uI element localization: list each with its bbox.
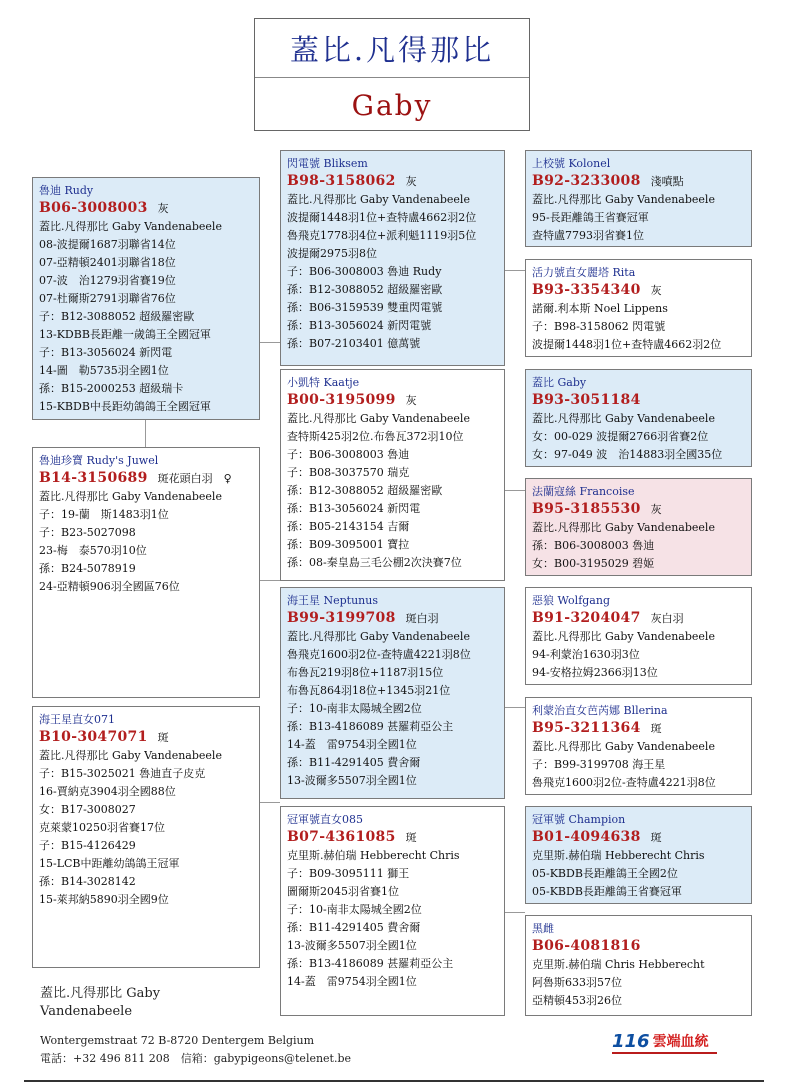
bird-name: 海王星直女071 — [39, 713, 115, 726]
bird-name: 魯迪 Rudy — [39, 184, 94, 197]
great-grandparent-card — [525, 915, 752, 1016]
detail-line: 16-賈納克3904羽全國88位 — [39, 785, 176, 798]
detail-line: 子：B99-3199708 海王星 — [532, 758, 666, 771]
bird-color: 斑 — [650, 831, 662, 844]
detail-line: 魯飛克1600羽2位-查特盧4221羽8位 — [532, 776, 716, 789]
ring-number: B95-3185530 — [532, 501, 641, 517]
bird-name: 冠軍號直女085 — [287, 813, 363, 826]
great-grandparent-card — [525, 150, 752, 247]
detail-line: 蓋比.凡得那比 Gaby Vandenabeele — [39, 749, 222, 762]
detail-line: 14-蓋 雷9754羽全國1位 — [287, 975, 417, 988]
detail-line: 孫：B13-3056024 新閃電號 — [287, 319, 432, 332]
detail-line: 孫：08-秦皇島三毛公棚2次決賽7位 — [287, 556, 462, 569]
bird-color: 斑 — [650, 722, 662, 735]
detail-line: 13-KDBB長距離一歲鴿王全國冠軍 — [39, 328, 211, 341]
bird-name: 活力號直女麗塔 Rita — [532, 266, 636, 279]
detail-line: 子：B15-3025021 魯迪直子皮克 — [39, 767, 206, 780]
detail-line: 女：97-049 波 治14883羽全國35位 — [532, 448, 723, 461]
detail-line: 孫：B12-3088052 超級羅密歐 — [287, 283, 443, 296]
detail-line: 子：10-南非太陽城全國2位 — [287, 702, 422, 715]
bottom-divider — [24, 1080, 764, 1082]
detail-line: 孫：B11-4291405 費舍爾 — [287, 921, 421, 934]
detail-line: 孫：B06-3008003 魯迪 — [532, 539, 655, 552]
detail-line: 蓋比.凡得那比 Gaby Vandenabeele — [39, 220, 222, 233]
bird-name: 利蒙治直女芭芮娜 Bllerina — [532, 704, 668, 717]
bird-color: 斑 — [157, 731, 169, 744]
detail-line: 13-波爾多5507羽全國1位 — [287, 774, 417, 787]
detail-line: 94-利蒙治1630羽3位 — [532, 648, 640, 661]
detail-line: 波提爾1448羽1位+查特盧4662羽2位 — [532, 338, 722, 351]
detail-line: 魯飛克1778羽4位+派利魁1119羽5位 — [287, 229, 477, 242]
footer-contact: 電話：+32 496 811 208 信箱：gabypigeons@telenet.be — [40, 1052, 352, 1065]
bird-color: 灰 — [650, 503, 662, 516]
grandparent-card — [280, 369, 505, 581]
bird-color: 灰 — [405, 394, 417, 407]
detail-line: 蓋比.凡得那比 Gaby Vandenabeele — [532, 630, 715, 643]
detail-line: 15-萊邦納5890羽全國9位 — [39, 893, 169, 906]
detail-line: 14-蓋 雷9754羽全國1位 — [287, 738, 417, 751]
detail-line: 子：B23-5027098 — [39, 526, 136, 539]
detail-line: 14-圖 勒5735羽全國1位 — [39, 364, 169, 377]
bird-color: 灰 — [405, 175, 417, 188]
ring-number: B00-3195099 — [287, 392, 396, 408]
logo-text: 雲端血統 — [652, 1034, 709, 1050]
detail-line: 子：B09-3095111 獅王 — [287, 867, 410, 880]
detail-line: 08-波提爾1687羽聯省14位 — [39, 238, 176, 251]
detail-line: 布魯瓦864羽18位+1345羽21位 — [287, 684, 451, 697]
detail-line: 子：B06-3008003 魯迪 Rudy — [287, 265, 442, 278]
ring-number: B06-4081816 — [532, 938, 641, 954]
detail-line: 15-KBDB中長距幼鴿鴿王全國冠軍 — [39, 400, 211, 413]
detail-line: 查特斯425羽2位.布魯瓦372羽10位 — [287, 430, 464, 443]
detail-line: 女：B00-3195029 碧姬 — [532, 557, 655, 570]
connector-line — [505, 270, 525, 271]
detail-line: 子：B15-4126429 — [39, 839, 136, 852]
detail-line: 諾爾.利本斯 Noel Lippens — [532, 302, 668, 315]
bird-name: 小凱特 Kaatje — [287, 376, 360, 389]
detail-line: 子：10-南非太陽城全國2位 — [287, 903, 422, 916]
detail-line: 女：B17-3008027 — [39, 803, 136, 816]
great-grandparent-card — [525, 806, 752, 904]
bird-name: 蓋比 Gaby — [532, 376, 587, 389]
detail-line: 孫：B06-3159539 雙重閃電號 — [287, 301, 443, 314]
grandparent-card — [280, 806, 505, 1016]
detail-line: 孫：B09-3095001 寶拉 — [287, 538, 410, 551]
bird-color: 斑白羽 — [405, 612, 439, 625]
detail-line: 克里斯.赫伯瑞 Chris Hebberecht — [532, 958, 705, 971]
logo-number: 116 — [612, 1030, 650, 1052]
detail-line: 克里斯.赫伯瑞 Hebberecht Chris — [287, 849, 460, 862]
connector-line — [259, 580, 280, 581]
detail-line: 孫：B14-3028142 — [39, 875, 136, 888]
ring-number: B91-3204047 — [532, 610, 641, 626]
bird-name: 海王星 Neptunus — [287, 594, 378, 607]
owner-name-chinese: 蓋比.凡得那比 — [255, 19, 529, 78]
bird-color: 淺噴點 — [650, 175, 684, 188]
bird-color: 灰 — [157, 202, 169, 215]
footer-address: Wontergemstraat 72 B-8720 Dentergem Belgium — [40, 1034, 315, 1047]
detail-line: 24-亞精頓906羽全國區76位 — [39, 580, 180, 593]
logo-underline — [612, 1052, 717, 1054]
pedigree-title-box — [254, 18, 530, 131]
ring-number: B92-3233008 — [532, 173, 641, 189]
detail-line: 子：B08-3037570 瑞克 — [287, 466, 410, 479]
detail-line: 孫：B12-3088052 超級羅密歐 — [287, 484, 443, 497]
connector-line — [505, 490, 525, 491]
ring-number: B93-3354340 — [532, 282, 641, 298]
bird-name: 魯迪珍寶 Rudy's Juwel — [39, 454, 159, 467]
detail-line: 95-長距離鴿王省賽冠軍 — [532, 211, 649, 224]
great-grandparent-card — [525, 259, 752, 357]
detail-line: 子：B12-3088052 超級羅密歐 — [39, 310, 195, 323]
ring-number: B10-3047071 — [39, 729, 148, 745]
logo — [612, 1030, 709, 1052]
footer-owner-name: 蓋比.凡得那比 Gaby Vandenabeele — [40, 986, 161, 1019]
connector-line — [505, 707, 525, 708]
ring-number: B14-3150689 — [39, 470, 148, 486]
detail-line: 圖爾斯2045羽省賽1位 — [287, 885, 399, 898]
detail-line: 蓋比.凡得那比 Gaby Vandenabeele — [532, 521, 715, 534]
detail-line: 13-波爾多5507羽全國1位 — [287, 939, 417, 952]
great-grandparent-card — [525, 369, 752, 467]
detail-line: 孫：B07-2103401 億萬號 — [287, 337, 421, 350]
detail-line: 孫：B05-2143154 吉爾 — [287, 520, 410, 533]
sire-card — [32, 177, 260, 420]
detail-line: 蓋比.凡得那比 Gaby Vandenabeele — [532, 412, 715, 425]
bird-color: 斑花頭白羽 ♀ — [157, 472, 232, 485]
detail-line: 子：19-蘭 斯1483羽1位 — [39, 508, 169, 521]
detail-line: 蓋比.凡得那比 Gaby Vandenabeele — [287, 630, 470, 643]
bird-name: 上校號 Kolonel — [532, 157, 611, 170]
detail-line: 亞精頓453羽26位 — [532, 994, 622, 1007]
bird-name: 惡狼 Wolfgang — [532, 594, 610, 607]
ring-number: B95-3211364 — [532, 720, 641, 736]
dam-card — [32, 447, 260, 698]
connector-line — [259, 802, 280, 803]
detail-line: 克萊蒙10250羽省賽17位 — [39, 821, 165, 834]
connector-line — [145, 418, 146, 448]
connector-line — [505, 912, 525, 913]
detail-line: 07-波 治1279羽省賽19位 — [39, 274, 176, 287]
detail-line: 女：00-029 波提爾2766羽省賽2位 — [532, 430, 709, 443]
detail-line: 波提爾2975羽8位 — [287, 247, 377, 260]
detail-line: 蓋比.凡得那比 Gaby Vandenabeele — [287, 412, 470, 425]
bird-name-english: Gaby — [351, 88, 433, 122]
great-grandparent-card — [525, 587, 752, 685]
detail-line: 蓋比.凡得那比 Gaby Vandenabeele — [532, 193, 715, 206]
detail-line: 克里斯.赫伯瑞 Hebberecht Chris — [532, 849, 705, 862]
ring-number: B98-3158062 — [287, 173, 396, 189]
great-grandparent-card — [525, 697, 752, 795]
detail-line: 魯飛克1600羽2位-查特盧4221羽8位 — [287, 648, 471, 661]
detail-line: 孫：B15-2000253 超級瑞卡 — [39, 382, 184, 395]
bird-name: 冠軍號 Champion — [532, 813, 626, 826]
ring-number: B01-4094638 — [532, 829, 641, 845]
bird-name: 黑雌 — [532, 922, 554, 935]
detail-line: 查特盧7793羽省賽1位 — [532, 229, 644, 242]
detail-line: 15-LCB中距離幼鴿鴿王冠軍 — [39, 857, 180, 870]
detail-line: 子：B06-3008003 魯迪 — [287, 448, 410, 461]
detail-line: 孫：B13-3056024 新閃電 — [287, 502, 421, 515]
ring-number: B06-3008003 — [39, 200, 148, 216]
grandparent-card — [280, 150, 505, 366]
bird-name: 閃電號 Bliksem — [287, 157, 368, 170]
dam-card — [32, 706, 260, 968]
detail-line: 布魯瓦219羽8位+1187羽15位 — [287, 666, 444, 679]
detail-line: 23-梅 泰570羽10位 — [39, 544, 147, 557]
ring-number: B93-3051184 — [532, 392, 641, 408]
detail-line: 蓋比.凡得那比 Gaby Vandenabeele — [39, 490, 222, 503]
detail-line: 孫：B11-4291405 費舍爾 — [287, 756, 421, 769]
detail-line: 07-杜爾斯2791羽聯省76位 — [39, 292, 176, 305]
detail-line: 波提爾1448羽1位+查特盧4662羽2位 — [287, 211, 477, 224]
grandparent-card — [280, 587, 505, 799]
detail-line: 05-KBDB長距離鴿王全國2位 — [532, 867, 678, 880]
detail-line: 子：B98-3158062 閃電號 — [532, 320, 666, 333]
detail-line: 孫：B24-5078919 — [39, 562, 136, 575]
detail-line: 蓋比.凡得那比 Gaby Vandenabeele — [532, 740, 715, 753]
detail-line: 05-KBDB長距離鴿王省賽冠軍 — [532, 885, 682, 898]
detail-line: 孫：B13-4186089 甚羅莉亞公主 — [287, 957, 454, 970]
detail-line: 阿魯斯633羽57位 — [532, 976, 622, 989]
detail-line: 蓋比.凡得那比 Gaby Vandenabeele — [287, 193, 470, 206]
ring-number: B07-4361085 — [287, 829, 396, 845]
bird-color: 斑 — [405, 831, 417, 844]
ring-number: B99-3199708 — [287, 610, 396, 626]
detail-line: 94-安格拉姆2366羽13位 — [532, 666, 658, 679]
detail-line: 07-亞精頓2401羽聯省18位 — [39, 256, 176, 269]
bird-color: 灰白羽 — [650, 612, 684, 625]
great-grandparent-card — [525, 478, 752, 576]
footer-address-block — [40, 1032, 351, 1068]
detail-line: 子：B13-3056024 新閃電 — [39, 346, 173, 359]
detail-line: 孫：B13-4186089 甚羅莉亞公主 — [287, 720, 454, 733]
bird-color: 灰 — [650, 284, 662, 297]
connector-line — [259, 342, 280, 343]
bird-name: 法蘭寇絲 Francoise — [532, 485, 635, 498]
